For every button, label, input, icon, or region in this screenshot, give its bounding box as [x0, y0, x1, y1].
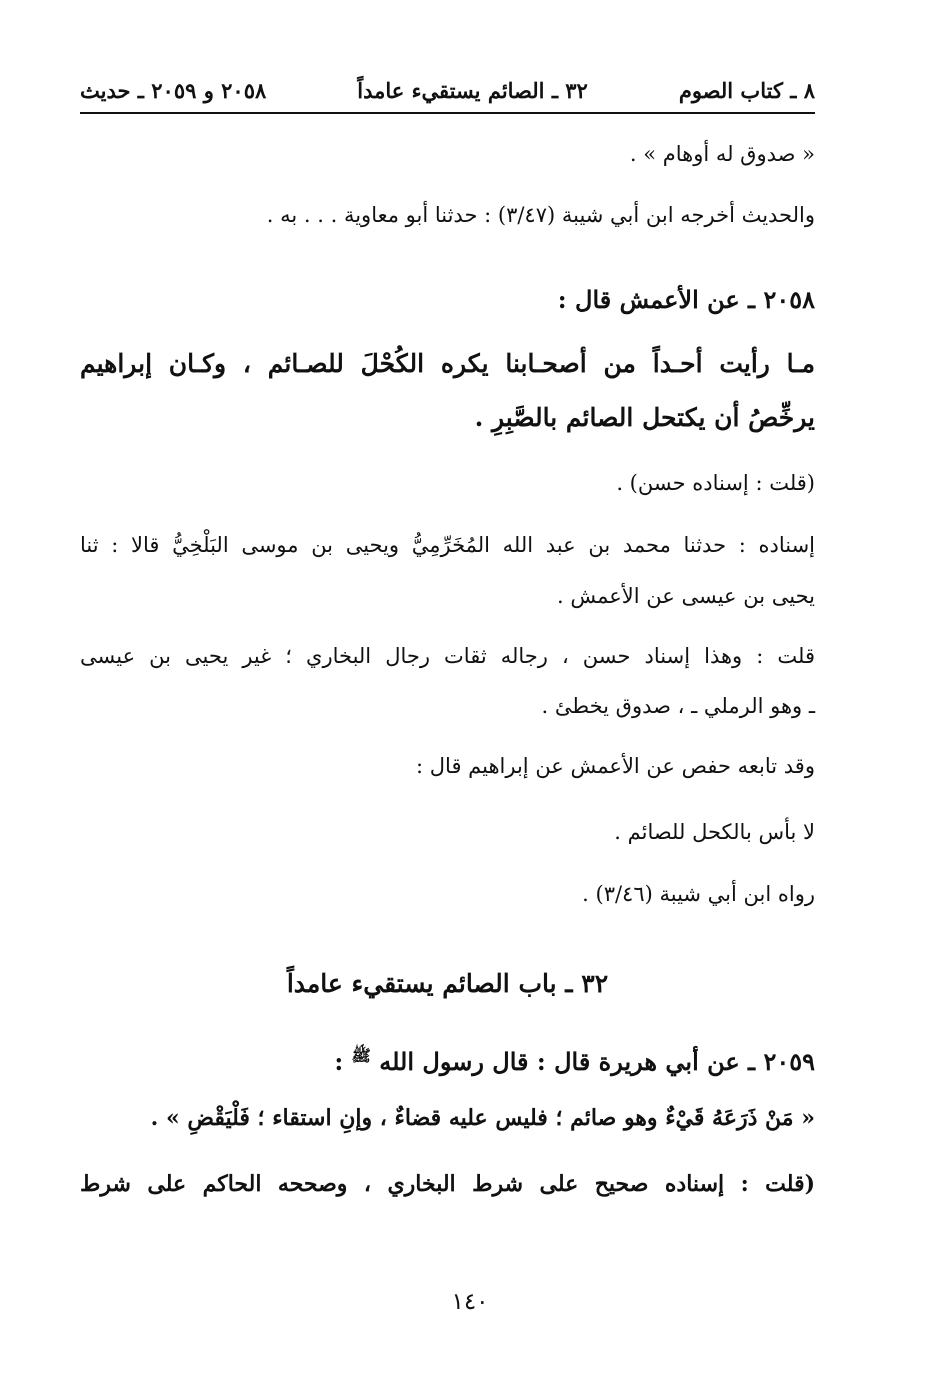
hadith-2058-matn-line-2: يرخِّصُ أن يكتحل الصائم بالصَّبِرِ . — [474, 403, 815, 432]
text-line: والحديث أخرجه ابن أبي شيبة (٣/٤٧) : حدثنا أبو معاوية . . . به . — [266, 203, 815, 227]
athar-line: لا بأس بالكحل للصائم . — [614, 820, 815, 844]
header-hadith-numbers: ٢٠٥٨ و ٢٠٥٩ ـ حديث — [80, 77, 267, 103]
header-section: ٣٢ ـ الصائم يستقيء عامداً — [357, 77, 588, 103]
ruling-line: (قلت : إسناده حسن) . — [616, 471, 815, 495]
header-rule — [80, 112, 815, 114]
text-line: « صدوق له أوهام » . — [629, 142, 815, 166]
ruling-2059-line: (قلت : إسناده صحيح على شرط البخاري ، وصححه الحاكم على شرط — [80, 1171, 815, 1197]
isnad-line-2: يحيى بن عيسى عن الأعمش . — [557, 584, 815, 608]
hadith-2059-heading-text: ٢٠٥٩ ـ عن أبي هريرة قال : قال رسول الله — [379, 1047, 815, 1076]
hadith-2059-heading-colon: : — [334, 1047, 344, 1076]
header-chapter: ٨ ـ كتاب الصوم — [678, 77, 815, 103]
comment-line-2: ـ وهو الرملي ـ ، صدوق يخطئ . — [541, 694, 815, 718]
isnad-line-1: إسناده : حدثنا محمد بن عبد الله المُخَرِّمِيُّ ويحيى بن موسى البَلْخِيُّ قالا : ثنا — [80, 533, 815, 557]
hadith-2059-matn: « مَنْ ذَرَعَهُ قَيْءٌ وهو صائم ؛ فليس عليه قضاءٌ ، وإنِ استقاء ؛ فَلْيَقْضِ » . — [150, 1105, 815, 1131]
comment-line-1: قلت : وهذا إسناد حسن ، رجاله ثقات رجال البخاري ؛ غير يحيى بن عيسى — [80, 644, 815, 668]
hadith-2058-matn-line-1: مـا رأيت أحـداً من أصحـابنا يكره الكُحْلَ للصـائم ، وكـان إبراهيم — [80, 349, 815, 378]
hadith-2059-heading — [80, 1038, 815, 1074]
hadith-2058-heading: ٢٠٥٨ ـ عن الأعمش قال : — [557, 285, 815, 314]
mutaba-line: وقد تابعه حفص عن الأعمش عن إبراهيم قال : — [416, 754, 815, 778]
running-header — [80, 72, 815, 108]
page-number: ١٤٠ — [451, 1289, 489, 1315]
reference-line: رواه ابن أبي شيبة (٣/٤٦) . — [582, 882, 815, 906]
salawat-icon: ﷺ — [351, 1046, 371, 1065]
chapter-title: ٣٢ ـ باب الصائم يستقيء عامداً — [286, 969, 609, 998]
